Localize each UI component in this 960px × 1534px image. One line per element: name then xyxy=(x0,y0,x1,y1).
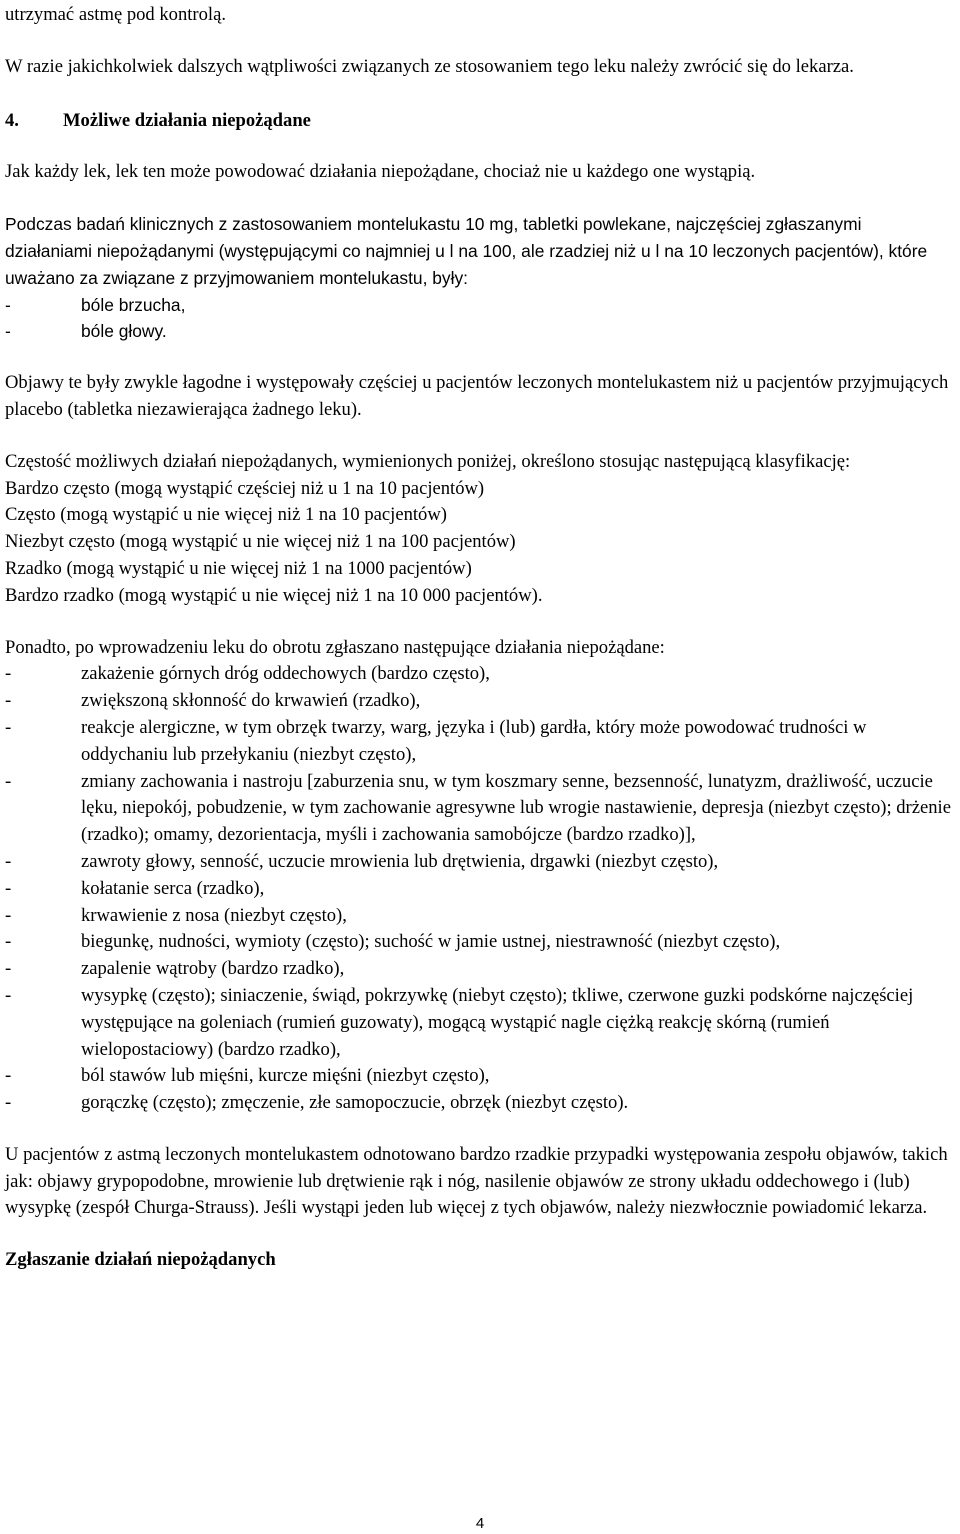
list-dash: - xyxy=(5,877,12,899)
document-page xyxy=(5,0,953,1274)
list-item xyxy=(5,769,953,849)
list-item xyxy=(5,903,953,930)
postmarketing-intro: Ponadto, po wprowadzeniu leku do obrotu zgłaszano następujące działania niepożądane: xyxy=(5,636,665,658)
list-item-text: krwawienie z nosa (niezbyt często), xyxy=(81,904,347,926)
list-item-text: zwiększoną skłonność do krwawień (rzadko), xyxy=(81,690,421,712)
list-dash: - xyxy=(5,770,12,792)
list-item xyxy=(5,1063,953,1090)
list-item-text: ból stawów lub mięśni, kurcze mięśni (niezbyt często), xyxy=(81,1065,490,1087)
clinical-block xyxy=(5,211,953,345)
list-item xyxy=(5,983,953,1063)
list-dash: - xyxy=(5,321,11,342)
frequency-line: Bardzo często (mogą wystąpić częściej niż u 1 na 10 pacjentów) xyxy=(5,477,485,499)
reporting-heading: Zgłaszanie działań niepożądanych xyxy=(5,1249,276,1271)
frequency-line: Niezbyt często (mogą wystąpić u nie więcej niż 1 na 100 pacjentów) xyxy=(5,531,516,553)
list-dash: - xyxy=(5,663,12,685)
list-item-text: zawroty głowy, senność, uczucie mrowienia lub drętwienia, drgawki (niezbyt często), xyxy=(81,850,719,872)
list-dash: - xyxy=(5,690,12,712)
clinical-paragraph: Podczas badań klinicznych z zastosowaniem montelukastu 10 mg, tabletki powlekane, najczęściej zgłaszanymi działaniami niepożądanymi (występującymi co najmniej u l na 100, ale rzadziej niż u l na 10 leczonych pacjentów), które uważano za związane z przyjmowaniem montelukastu, były: xyxy=(5,214,928,288)
list-item xyxy=(5,688,953,715)
list-item-text: bóle głowy. xyxy=(81,321,167,342)
list-dash: - xyxy=(5,958,12,980)
section-heading xyxy=(5,108,953,135)
frequency-line: Bardzo rzadko (mogą wystąpić u nie więcej niż 1 na 10 000 pacjentów). xyxy=(5,584,543,606)
list-dash: - xyxy=(5,850,12,872)
list-dash: - xyxy=(5,931,12,953)
list-item xyxy=(5,661,953,688)
list-item-text: reakcje alergiczne, w tym obrzęk twarzy, warg, języka i (lub) gardła, który może powodować trudności w oddychaniu lub przełykaniu (niezbyt często), xyxy=(81,716,867,765)
list-item xyxy=(5,318,953,345)
list-item xyxy=(5,849,953,876)
list-item xyxy=(5,929,953,956)
section-title: Możliwe działania niepożądane xyxy=(63,109,311,131)
list-item xyxy=(5,876,953,903)
list-item-text: zakażenie górnych dróg oddechowych (bardzo często), xyxy=(81,663,490,685)
section-intro: Jak każdy lek, lek ten może powodować działania niepożądane, chociaż nie u każdego one wystąpią. xyxy=(5,161,756,183)
list-item-text: zapalenie wątroby (bardzo rzadko), xyxy=(81,958,345,980)
list-item-text: bóle brzucha, xyxy=(81,294,186,315)
list-item-text: biegunkę, nudności, wymioty (często); suchość w jamie ustnej, niestrawność (niezbyt często), xyxy=(81,931,781,953)
doubt-paragraph: W razie jakichkolwiek dalszych wątpliwości związanych ze stosowaniem tego leku należy zwrócić się do lekarza. xyxy=(5,55,854,77)
frequency-line: Rzadko (mogą wystąpić u nie więcej niż 1 na 1000 pacjentów) xyxy=(5,557,472,579)
list-item xyxy=(5,1090,953,1117)
list-item-text: zmiany zachowania i nastroju [zaburzenia snu, w tym koszmary senne, bezsenność, lunatyzm, drażliwość, uczucie lęku, niepokój, pobudzenie, w tym zachowanie agresywne lub wrogie nastawienie, depresja (niezbyt często); drżenie (rzadko); omamy, dezorientacja, myśli i zachowania samobójcze (bardzo rzadko)], xyxy=(81,770,951,846)
list-dash: - xyxy=(5,716,12,738)
list-dash: - xyxy=(5,294,11,315)
list-item xyxy=(5,715,953,769)
section-number: 4. xyxy=(5,109,19,131)
page-number: 4 xyxy=(475,1515,485,1532)
frequency-intro: Częstość możliwych działań niepożądanych, wymienionych poniżej, określono stosując następującą klasyfikację: xyxy=(5,450,851,472)
list-dash: - xyxy=(5,984,12,1006)
list-dash: - xyxy=(5,904,12,926)
frequency-line: Często (mogą wystąpić u nie więcej niż 1 na 10 pacjentów) xyxy=(5,504,447,526)
list-item xyxy=(5,292,953,319)
list-dash: - xyxy=(5,1065,12,1087)
intro-line: utrzymać astmę pod kontrolą. xyxy=(5,4,226,25)
list-item-text: kołatanie serca (rzadko), xyxy=(81,877,265,899)
list-item-text: wysypkę (często); siniaczenie, świąd, pokrzywkę (niebyt często); tkliwe, czerwone guzki podskórne najczęściej występujące na goleniach (rumień guzowaty), mogącą wystąpić nagle ciężką reakcję skórną (rumień wielopostaciowy) (bardzo rzadko), xyxy=(81,984,914,1060)
list-item xyxy=(5,956,953,983)
list-item-text: gorączkę (często); zmęczenie, złe samopoczucie, obrzęk (niezbyt często). xyxy=(81,1092,629,1114)
mild-paragraph: Objawy te były zwykle łagodne i występowały częściej u pacjentów leczonych montelukastem niż u pacjentów przyjmujących placebo (tabletka niezawierająca żadnego leku). xyxy=(5,372,949,420)
list-dash: - xyxy=(5,1092,12,1114)
churg-strauss-paragraph: U pacjentów z astmą leczonych montelukastem odnotowano bardzo rzadkie przypadki występowania zespołu objawów, takich jak: objawy grypopodobne, mrowienie lub drętwienie rąk i nóg, nasilenie objawów ze strony układu oddechowego i (lub) wysypkę (zespół Churga-Strauss). Jeśli wystąpi jeden lub więcej z tych objawów, należy niezwłocznie powiadomić lekarza. xyxy=(5,1143,948,1219)
